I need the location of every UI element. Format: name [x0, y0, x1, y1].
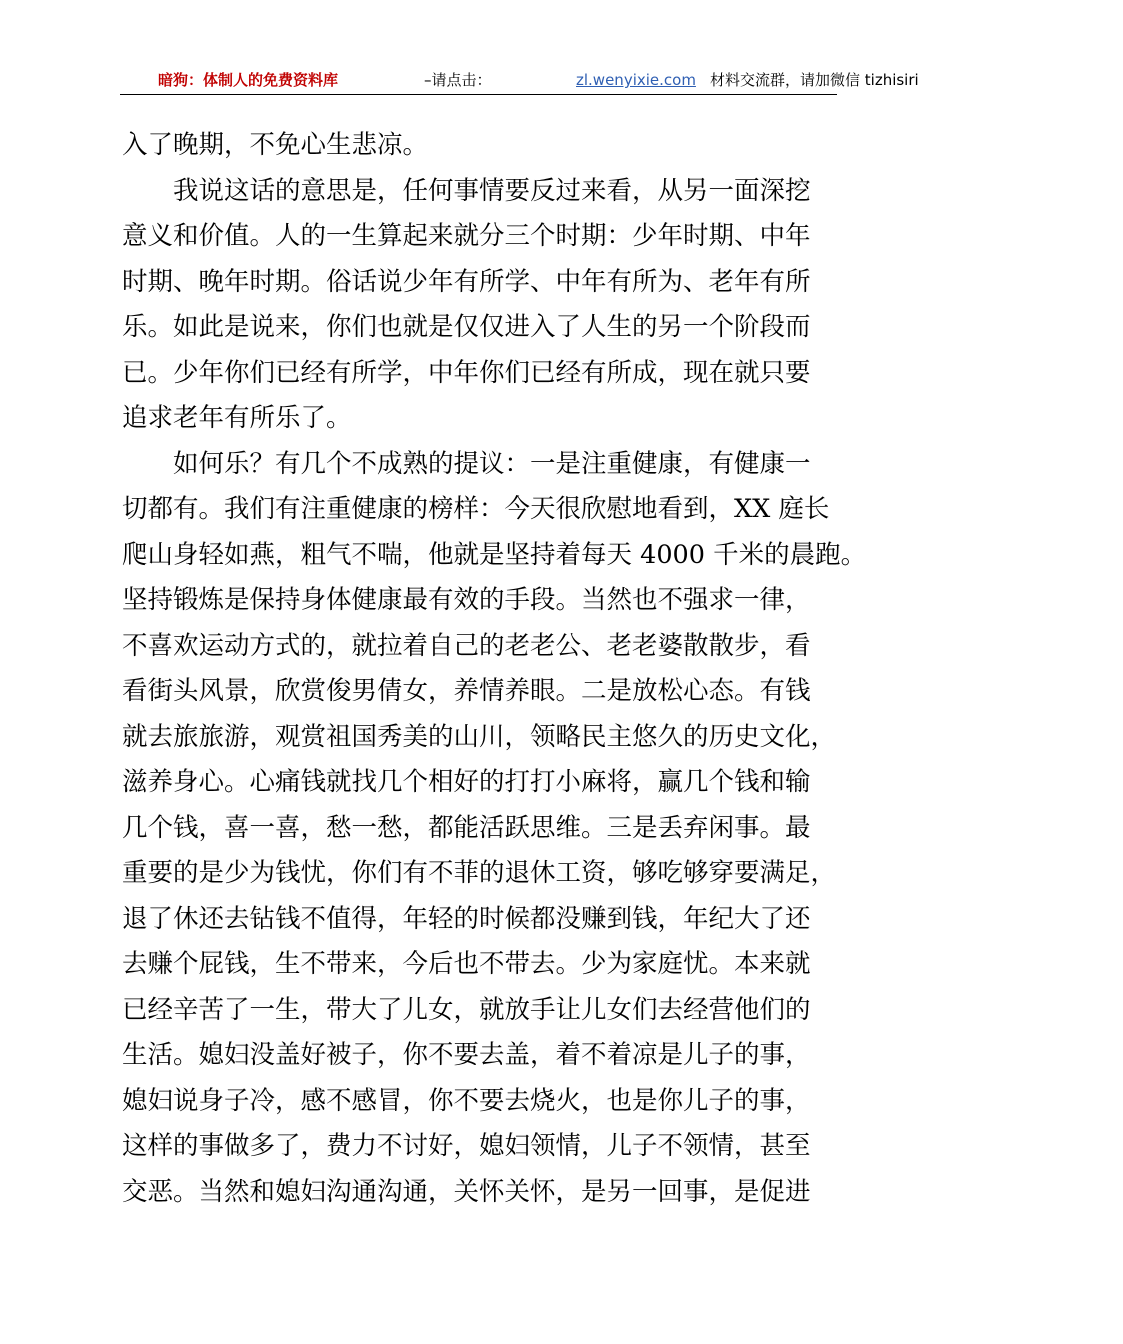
- body-line: 退了休还去钻钱不值得，年轻的时候都没赚到钱，年纪大了还: [122, 904, 811, 934]
- body-line: 时期、晚年时期。俗话说少年有所学、中年有所为、老年有所: [122, 267, 811, 297]
- body-line: 生活。媳妇没盖好被子，你不要去盖，着不着凉是儿子的事，: [122, 1040, 811, 1070]
- header-brand-text: 暗狗：体制人的免费资料库: [158, 71, 339, 89]
- body-line: 这样的事做多了，费力不讨好，媳妇领情，儿子不领情，甚至: [122, 1131, 811, 1161]
- body-line: 交恶。当然和媳妇沟通沟通，关怀关怀，是另一回事，是促进: [122, 1177, 811, 1207]
- body-line: 爬山身轻如燕，粗气不喘，他就是坚持着每天 4000 千米的晨跑。: [122, 540, 867, 570]
- body-line: 就去旅旅游，观赏祖国秀美的山川，领略民主悠久的历史文化，: [122, 722, 837, 752]
- header-prompt-text: –请点击：: [424, 71, 492, 89]
- body-line: 不喜欢运动方式的，就拉着自己的老老公、老老婆散散步，看: [122, 631, 811, 661]
- body-line: 看街头风景，欣赏俊男倩女，养情养眼。二是放松心态。有钱: [122, 676, 811, 706]
- body-line: 媳妇说身子冷，感不感冒，你不要去烧火，也是你儿子的事，: [122, 1086, 811, 1116]
- body-line: 坚持锻炼是保持身体健康最有效的手段。当然也不强求一律，: [122, 585, 811, 615]
- body-line: 入了晚期，不免心生悲凉。: [122, 130, 429, 160]
- body-line: 重要的是少为钱忧，你们有不菲的退休工资，够吃够穿要满足，: [122, 858, 837, 888]
- page-header: [120, 68, 919, 92]
- body-line: 意义和价值。人的一生算起来就分三个时期：少年时期、中年: [122, 221, 811, 251]
- body-line: 如何乐？有几个不成熟的提议：一是注重健康，有健康一: [173, 449, 811, 479]
- body-line: 滋养身心。心痛钱就找几个相好的打打小麻将，赢几个钱和输: [122, 767, 811, 797]
- header-divider: [120, 94, 837, 95]
- body-line: 已经辛苦了一生，带大了儿女，就放手让儿女们去经营他们的: [122, 995, 811, 1025]
- body-line: 已。少年你们已经有所学，中年你们已经有所成，现在就只要: [122, 358, 811, 388]
- header-link[interactable]: zl.wenyixie.com: [576, 71, 696, 89]
- body-line: 乐。如此是说来，你们也就是仅仅进入了人生的另一个阶段而: [122, 312, 811, 342]
- body-line: 追求老年有所乐了。: [122, 403, 352, 433]
- body-line: 几个钱，喜一喜，愁一愁，都能活跃思维。三是丢弃闲事。最: [122, 813, 811, 843]
- body-line: 我说这话的意思是，任何事情要反过来看，从另一面深挖: [173, 176, 811, 206]
- body-line: 切都有。我们有注重健康的榜样：今天很欣慰地看到，XX 庭长: [122, 494, 830, 524]
- header-wechat-text: 材料交流群，请加微信 tizhisiri: [710, 71, 919, 89]
- body-line: 去赚个屁钱，生不带来，今后也不带去。少为家庭忧。本来就: [122, 949, 811, 979]
